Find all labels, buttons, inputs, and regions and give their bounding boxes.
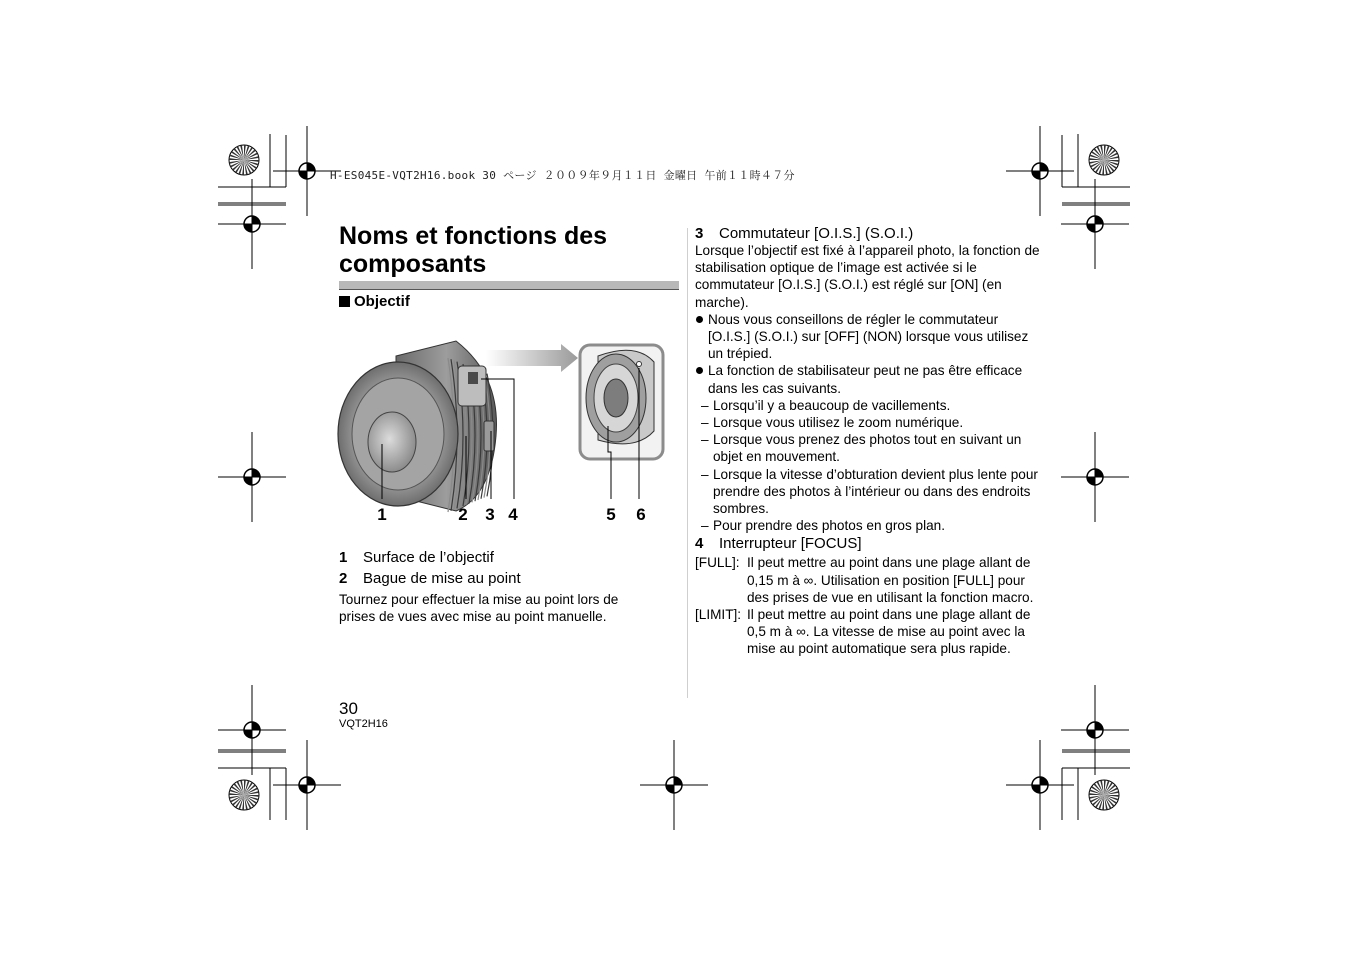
focus-limit-text: Il peut mettre au point dans une plage allant de 0,5 m à ∞. La vitesse de mise au point avec la mise au point automatique sera plus rapide. [747,607,1031,657]
title-underline [339,281,679,290]
item-1-number: 1 [339,549,348,566]
item-3-case-1: – Lorsqu’il y a beaucoup de vacillements. [701,397,951,413]
item-4-label: Interrupteur [FOCUS] [719,535,862,553]
item-2-number: 2 [339,570,348,587]
page-title: Noms et fonctions des composants [339,222,608,278]
document-code: VQT2H16 [339,718,388,730]
item-3-label: Commutateur [O.I.S.] (S.O.I.) [719,225,914,242]
callout-1: 1 [377,505,387,524]
page-number: 30 [339,699,358,718]
item-3-case-3: – Lorsque vous prenez des photos tout en suivant un objet en mouvement. [701,432,1022,465]
item-2-label: Bague de mise au point [363,570,521,587]
callout-4: 4 [508,505,518,524]
bullet-dot-icon [696,367,703,374]
running-head: H-ES045E-VQT2H16.book 30 ページ ２００９年９月１１日 金曜日 午前１１時４７分 [330,169,795,182]
item-3-bullet-1: Nous vous conseillons de régler le commutateur [O.I.S.] (S.O.I.) sur [OFF] (NON) lorsque vous utilisez un trépied. [695,311,1040,363]
item-3-number: 3 [695,225,704,242]
item-3 [695,225,1040,658]
callout-6: 6 [636,505,646,524]
focus-full-definition [695,554,1040,606]
item-3-bullet-2: La fonction de stabilisateur peut ne pas être efficace dans les cas suivants. [695,362,1040,396]
lens-illustration [336,336,676,531]
callout-2: 2 [458,505,468,524]
square-bullet-icon [339,296,350,307]
focus-full-term: [FULL]: [695,555,740,571]
callout-5: 5 [606,505,616,524]
item-3-case-2: – Lorsque vous utilisez le zoom numérique. [701,415,964,431]
item-3-case-4: – Lorsque la vitesse d’obturation devient plus lente pour prendre des photos à l’intérieur ou dans des endroits sombres. [701,466,1038,517]
item-4-number: 4 [695,535,704,553]
focus-limit-definition [695,606,1040,658]
focus-limit-term: [LIMIT]: [695,607,742,623]
item-1-label: Surface de l’objectif [363,549,494,566]
bullet-dot-icon [696,316,703,323]
item-3-case-5: – Pour prendre des photos en gros plan. [701,518,946,534]
section-heading [339,293,410,310]
callout-3: 3 [485,505,495,524]
focus-full-text: Il peut mettre au point dans une plage allant de 0,15 m à ∞. Utilisation en position [FULL] pour des prises de vue en utilisant la fonction macro. [747,555,1034,605]
item-4 [695,535,1040,552]
item-3-description: Lorsque l’objectif est fixé à l’appareil photo, la fonction de stabilisation optique de l’image est activée si le commutateur [O.I.S.] (S.O.I.) est réglé sur [ON] (en marche). [695,243,1040,310]
item-2-description: Tournez pour effectuer la mise au point lors de prises de vues avec mise au point manuelle. [339,592,619,625]
column-divider [687,228,688,698]
item-1 [339,549,494,566]
section-heading-label: Objectif [354,293,410,310]
item-2 [339,570,521,587]
